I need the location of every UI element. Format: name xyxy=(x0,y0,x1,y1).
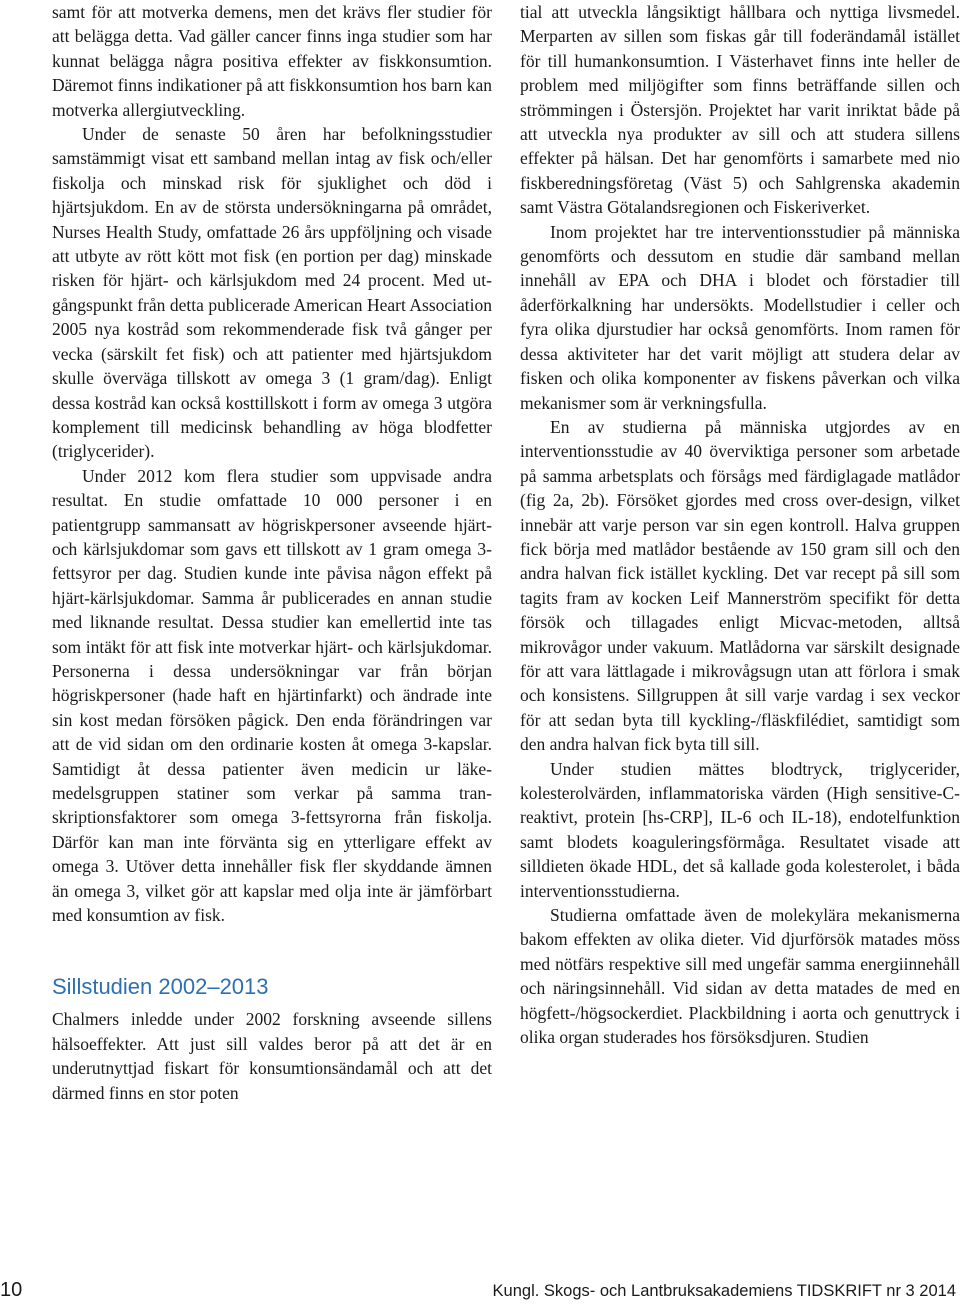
body-paragraph: tial att utveckla långsiktigt hållbara och nyttiga livsmedel. Merparten av sillen som fiskas går till foderändamål istället för till humankonsumtion. I Västerhavet finns inte heller de problem med miljögifter som finns beträffande sillen och strömmingen i Östersjön. Projektet har varit inriktat både på att utveckla nya produkter av sill och att studera sillens effekter på hälsan. Det har genomförts i samarbete med nio fiskberedningsföretag (Väst 5) och Sahlgrenska akademin samt Västra Götalandsregionen och Fiskeriverket. xyxy=(520,2,960,218)
page-number: 10 xyxy=(0,1279,23,1301)
body-paragraph: Under 2012 kom flera studier som uppvisade andra resultat. En studie omfattade 10 000 personer i en patientgrupp sammansatt av högriskpersoner avseende hjärt- och kärlsjukdomar som gavs ett tillskott av 1 gram omega 3-fettsyror per dag. Studien kunde inte påvisa någon effekt på hjärt-kärlsjukdomar. Samma år publicerades en annan studie med liknande resultat. Dessa studier kan emellertid inte tas som intäkt för att fisk inte motverkar hjärt- och kärlsjukdomar. Personerna i dessa undersökningar var från början högriskpersoner (hade haft en hjärtinfarkt) och ändrade inte sin kost medan försöken pågick. Den enda förändringen var att de vid sidan om den ordinarie kosten åt omega 3-kapslar. Samtidigt åt dessa patienter även medicin ur läkemedelsgruppen statiner som verkar på samma transkriptionsfaktorer som omega 3-fettsyrorna från fiskolja. Därför kan man inte förvänta sig en ytterligare effekt av omega 3. Utöver detta innehåller fisk fler skyddande ämnen än omega 3, vilket gör att kapslar med olja inte är jämförbart med konsumtion av fisk. xyxy=(52,465,492,926)
left-column xyxy=(52,0,492,1105)
body-paragraph: samt för att motverka demens, men det krävs fler studier för att belägga detta. Vad gäller cancer finns inga studier som har kunnat belägga några positiva effekter av fiskkonsumtion. Däremot finns indikationer på att fiskkonsumtion hos barn kan motverka allergiutveckling. xyxy=(52,2,492,120)
right-column xyxy=(520,0,960,1049)
body-paragraph: Under studien mättes blodtryck, triglycerider, kolesterolvärden, inflammatoriska värden (High sensitive-C-reaktivt, protein [hs-CRP], IL-6 och IL-18), endotelfunktion samt blodets koaguleringsförmåga. Resultatet visade att silldieten ökade HDL, det så kallade goda kolesterolet, i båda interventionsstudierna. xyxy=(520,758,960,901)
section-heading: Sillstudien 2002–2013 xyxy=(52,974,269,1000)
body-paragraph: Inom projektet har tre interventionsstudier på människa genomförts och dessutom en studie där samband mellan innehåll av EPA och DHA i blodet och förstadier till åderförkalkning har undersökts. Modellstudier i celler och fyra olika djurstudier har också genomförts. Inom ramen för dessa aktiviteter har det varit möjligt att studera delar av fisken och olika komponenter av fiskens påverkan och vilka mekanismer som är verkningsfulla. xyxy=(520,221,960,413)
body-paragraph: Under de senaste 50 åren har befolkningsstudier samstämmigt visat ett samband mellan intag av fisk och/eller fiskolja och minskad risk för sjuklighet och död i hjärtsjukdom. En av de största undersökningarna på området, Nurses Health Study, omfattade 26 års uppföljning och visade att utbyte av rött kött mot fisk (en portion per dag) minskade risken för hjärt- och kärlsjukdom med 24 procent. Med utgångspunkt från detta publicerade American Heart Association 2005 nya kostråd som rekommenderade fisk två gånger per vecka (särskilt fet fisk) och att patienter med hjärtsjukdom skulle överväga tillskott av omega 3 (1 gram/dag). Enligt dessa kostråd kan också kosttillskott i form av omega 3 utgöra komplement till medicinsk behandling av höga blodfetter (triglycerider). xyxy=(52,124,492,462)
body-paragraph: Chalmers inledde under 2002 forskning avseende sillens hälsoeffekter. Att just sill valdes beror på att det är en underutnyttjad fiskart för konsumtionsändamål och att det därmed finns en stor poten xyxy=(52,1009,492,1103)
body-paragraph: Studierna omfattade även de molekylära mekanismerna bakom effekten av olika dieter. Vid djurförsök matades möss med nötfärs respektive sill med ungefär samma energiinnehåll och näringsinnehåll. Vid sidan av detta matades de med en högfett-/högsockerdiet. Plackbildning i aorta och genuttryck i olika organ studerades hos försöksdjuren. Studien xyxy=(520,905,960,1048)
journal-footer: Kungl. Skogs- och Lantbruksakademiens TIDSKRIFT nr 3 2014 xyxy=(492,1282,956,1300)
body-paragraph: En av studierna på människa utgjordes av en interventionsstudie av 40 överviktiga personer som arbetade på samma arbetsplats och försågs med färdiglagade matlådor (fig 2a, 2b). Försöket gjordes med cross over-design, vilket innebär att varje person var sin egen kontroll. Halva gruppen fick börja med matlådor bestående av 150 gram sill och den andra halvan fick istället kyckling. Det var recept på sill som tagits fram av kocken Leif Mannerström specifikt för detta försök och tillagades enligt Micvac-metoden, alltså mikrovågor under vakuum. Matlådorna var särskilt designade för att vara lättlagade i mikrovågsugn utan att förlora i smak och konsistens. Sillgruppen åt sill varje vardag i sex veckor för att sedan byta till kyckling-/fläskfilédiet, samtidigt som den andra halvan fick byta till sill. xyxy=(520,416,960,755)
